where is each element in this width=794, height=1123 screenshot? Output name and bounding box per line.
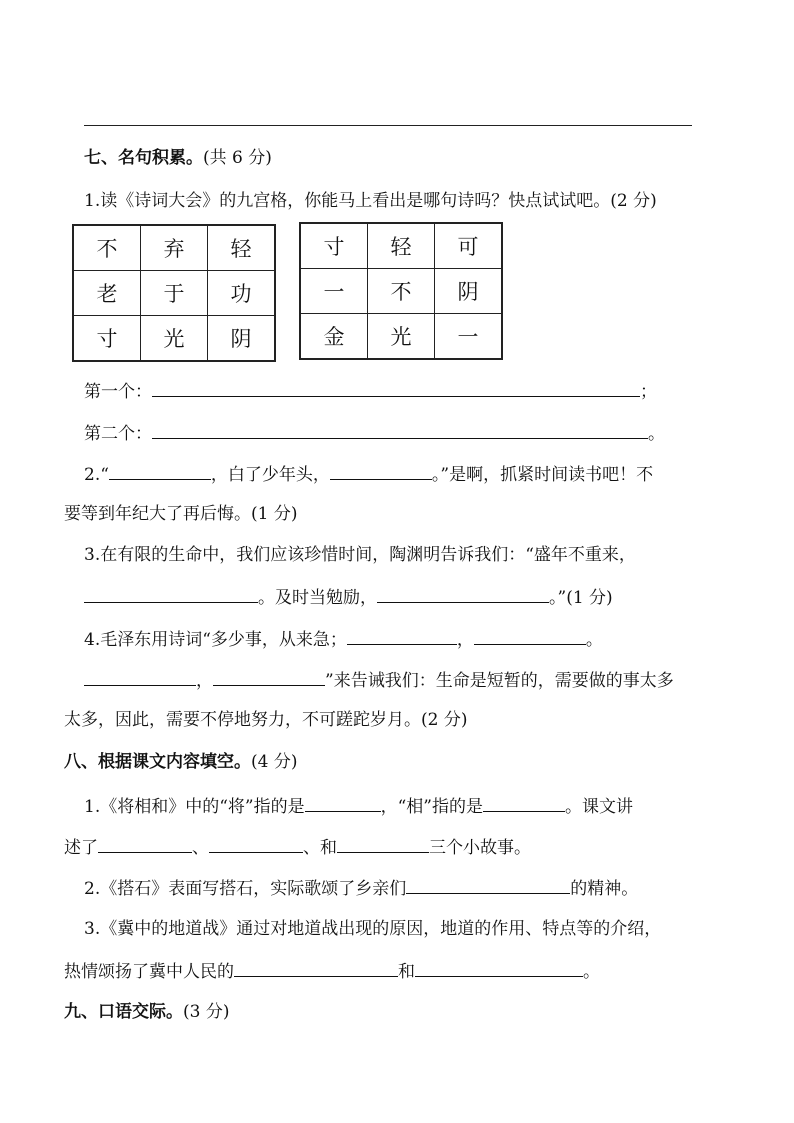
q8-3-part-b: 热情颂扬了冀中人民的	[64, 962, 234, 982]
grid-cell: 弃	[141, 225, 208, 271]
section-7-heading	[84, 146, 272, 170]
first-label: 第一个：	[84, 382, 152, 402]
answer-blank-q7-2-a[interactable]	[109, 461, 211, 480]
answer-blank-q8-1-e[interactable]	[337, 834, 429, 853]
q8-2-part-b: 的精神。	[570, 879, 639, 899]
q7-2-line1	[84, 461, 653, 487]
q7-3-part-b: 。及时当勉励，	[258, 588, 377, 608]
q7-4-part-d: ，	[196, 671, 213, 691]
q7-4-part-a: 4.毛泽东用诗词“多少事，从来急；	[84, 630, 347, 650]
answer-blank-q8-1-d[interactable]	[209, 834, 303, 853]
section-8-score: (4 分)	[251, 752, 298, 772]
q7-2-part-b: ，白了少年头，	[210, 465, 330, 485]
answer-blank-q8-1-a[interactable]	[305, 793, 381, 812]
grid-cell: 功	[208, 271, 276, 316]
second-label: 第二个：	[84, 424, 152, 444]
nine-grid-2	[299, 222, 503, 360]
section-7-title: 七、名句积累。	[84, 148, 203, 168]
q7-4-line1	[84, 626, 603, 652]
answer-blank-q8-2[interactable]	[406, 875, 570, 894]
grid-row	[300, 269, 502, 314]
grid-cell: 不	[73, 225, 141, 271]
q7-4-line3: 太多，因此，需要不停地努力，不可蹉跎岁月。(2 分)	[64, 710, 468, 730]
grid-cell: 轻	[368, 223, 435, 269]
answer-blank-q7-2-b[interactable]	[330, 461, 432, 480]
grid-cell: 不	[368, 269, 435, 314]
first-end-punct: ；	[640, 382, 657, 402]
q7-3-line1: 3.在有限的生命中，我们应该珍惜时间，陶渊明告诉我们：“盛年不重来，	[84, 545, 636, 565]
q7-4-part-b: ，	[456, 630, 474, 650]
q7-3-line2	[84, 584, 613, 610]
grid-cell: 光	[368, 314, 435, 360]
answer-blank-q7-3-b[interactable]	[377, 584, 549, 603]
grid-row	[73, 225, 275, 271]
section-8-heading	[64, 750, 297, 774]
q8-1-part-b: ，“相”指的是	[380, 797, 483, 817]
answer-blank-q7-4-c[interactable]	[84, 667, 196, 686]
grid-cell: 金	[300, 314, 368, 360]
q8-1-line1	[84, 793, 633, 819]
q8-2-part-a: 2.《搭石》表面写搭石，实际歌颂了乡亲们	[84, 879, 407, 899]
section-9-title: 九、口语交际。	[64, 1002, 183, 1022]
q7-2-part-a: 2.“	[84, 465, 109, 485]
grid-cell: 一	[300, 269, 368, 314]
answer-line-first	[84, 378, 657, 404]
header-rule	[84, 125, 692, 126]
q8-1-part-a: 1.《将相和》中的“将”指的是	[84, 797, 305, 817]
q7-1-text: 1.读《诗词大会》的九宫格，你能马上看出是哪句诗吗？快点试试吧。(2 分)	[84, 191, 657, 211]
q7-3-part-c: 。”(1 分)	[549, 588, 613, 608]
second-end-punct: 。	[648, 424, 665, 444]
grid-row	[73, 316, 275, 362]
answer-blank-q7-4-a[interactable]	[347, 626, 457, 645]
grid-cell: 寸	[73, 316, 141, 362]
grid-row	[300, 314, 502, 360]
q8-3-part-c: 和	[398, 962, 415, 982]
q8-1-part-g: 三个小故事。	[429, 838, 531, 858]
nine-grid-1	[72, 224, 276, 362]
q7-4-part-e: ”来告诫我们：生命是短暂的，需要做的事太多	[325, 671, 674, 691]
answer-blank-q8-1-b[interactable]	[483, 793, 565, 812]
q8-3-line1: 3.《冀中的地道战》通过对地道战出现的原因，地道的作用、特点等的介绍，	[84, 919, 662, 939]
grid-cell: 老	[73, 271, 141, 316]
answer-blank-first[interactable]	[152, 378, 640, 397]
q7-2-line2: 要等到年纪大了再后悔。(1 分)	[64, 504, 298, 524]
answer-line-second	[84, 420, 665, 446]
grid-cell: 轻	[208, 225, 276, 271]
answer-blank-q8-1-c[interactable]	[98, 834, 192, 853]
grid-cell: 于	[141, 271, 208, 316]
grid-cell: 可	[435, 223, 503, 269]
q8-1-part-e: 、	[192, 838, 209, 858]
grid-cell: 阴	[208, 316, 276, 362]
q7-4-line2	[84, 667, 674, 693]
q8-1-part-f: 、和	[303, 838, 337, 858]
answer-blank-q8-3-b[interactable]	[415, 958, 583, 977]
q8-1-part-d: 述了	[64, 838, 98, 858]
answer-blank-q7-4-d[interactable]	[213, 667, 325, 686]
grid-cell: 寸	[300, 223, 368, 269]
q8-3-part-d: 。	[583, 962, 600, 982]
grid-row	[300, 223, 502, 269]
grid-cell: 一	[435, 314, 503, 360]
grid-row	[73, 271, 275, 316]
section-7-score: (共 6 分)	[203, 148, 272, 168]
q7-4-part-c: 。	[585, 630, 603, 650]
section-9-heading	[64, 1000, 229, 1024]
grid-cell: 阴	[435, 269, 503, 314]
answer-blank-q7-3-a[interactable]	[84, 584, 258, 603]
answer-blank-q7-4-b[interactable]	[474, 626, 586, 645]
grid-cell: 光	[141, 316, 208, 362]
q8-1-part-c: 。课文讲	[565, 797, 633, 817]
q8-2-line	[84, 875, 638, 901]
q7-2-part-c: 。”是啊，抓紧时间读书吧！不	[431, 465, 654, 485]
section-9-score: (3 分)	[183, 1002, 230, 1022]
q8-1-line2	[64, 834, 531, 860]
section-8-title: 八、根据课文内容填空。	[64, 752, 251, 772]
q8-3-line2	[64, 958, 600, 984]
answer-blank-second[interactable]	[152, 420, 648, 439]
answer-blank-q8-3-a[interactable]	[234, 958, 398, 977]
